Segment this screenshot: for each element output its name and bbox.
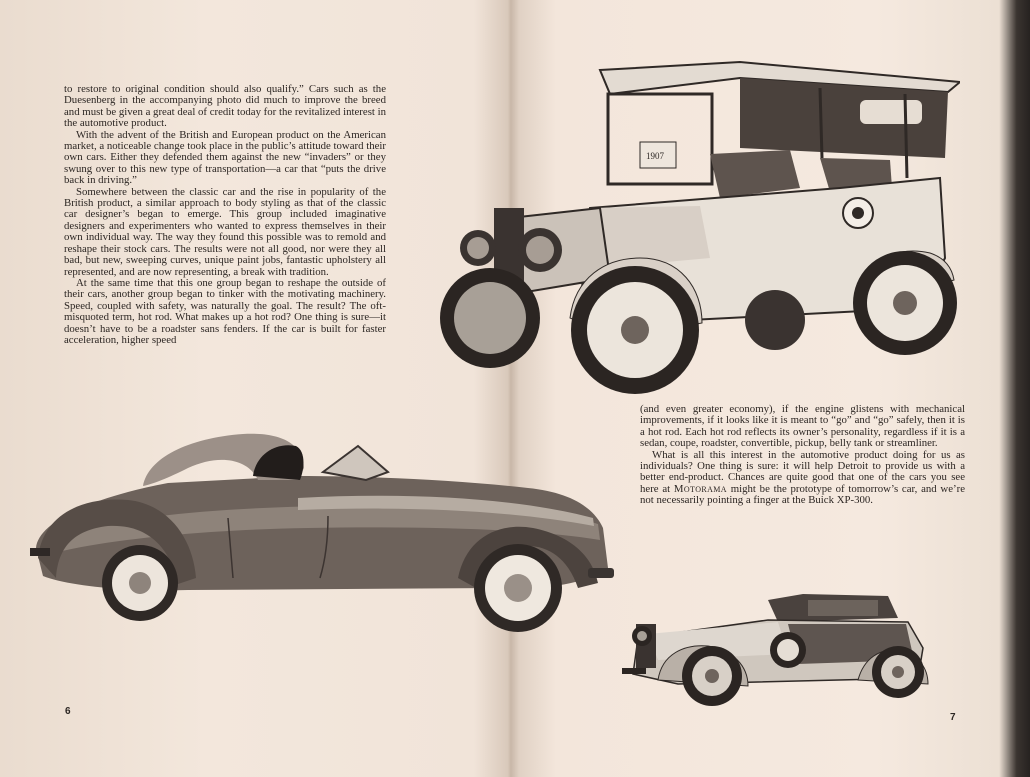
motorama-brand: Motorama [673,482,727,495]
right-paragraph-2 [640,450,965,507]
right-paragraph-2-a: What is all this interest in the automotive product doing for us as individuals? One thing is sure: it will help Detroit to provide us with a better end-product. Chances are quite good that one of the cars you see here at [640,448,965,495]
left-column-text [64,84,386,346]
page-number-right: 7 [950,712,956,723]
left-paragraph-4: At the same time that this one group began to reshape the outside of their cars, another group began to tinker with the motivating machinery. Speed, coupled with safety, was naturally the goal. The result? The oft-misquoted term, hot rod. What makes up a hot rod? One thing is sure—it doesn’t have to be a roadster sans fenders. If the car is built for faster acceleration, higher speed [64,276,386,346]
plaque-text: 1907 [646,151,664,161]
page-number-left: 6 [65,706,71,717]
left-page [0,0,510,777]
right-page [510,0,1015,777]
right-paragraph-1: (and even greater economy), if the engine glistens with mechanical improvements, if it looks like it is meant to “go” and “go” safely, then it is a hot rod. Each hot rod reflects its owner’s personality, regardless if it is a sedan, coupe, roadster, convertible, pickup, belly tank or streamliner. [640,403,965,450]
right-column-text [640,404,965,507]
duesenberg-photo [618,588,938,708]
touring-car-photo [440,58,960,404]
left-paragraph-1: to restore to original condition should also qualify.” Cars such as the Duesenberg in the accompanying photo did much to improve the breed and must be given a great deal of credit today for the revitalized interest in the automotive product. [64,83,386,130]
left-paragraph-3: Somewhere between the classic car and the rise in popularity of the British product, a similar approach to body styling as that of the classic car designer’s began to emerge. This group included imaginative designers and experimenters who wanted to express themselves in their own individual way. The way they found this possible was to remold and reshape their stock cars. The results were not all good, nor were they all bad, but new, sweeping curves, unique paint jobs, fantastic upholstery all represented, and are now representing, a break with tradition. [64,185,386,278]
left-paragraph-2: With the advent of the British and European product on the American market, a noticeable change took place in the public’s attitude toward their own cars. Either they defended them against the new “invaders” or they swung over to this new type of transportation—a car that “puts the drive back in driving.” [64,128,386,187]
right-paragraph-2-b: might be the prototype of tomorrow’s car, and we’re not necessarily pointing a finger at the Buick XP-300. [640,482,966,507]
